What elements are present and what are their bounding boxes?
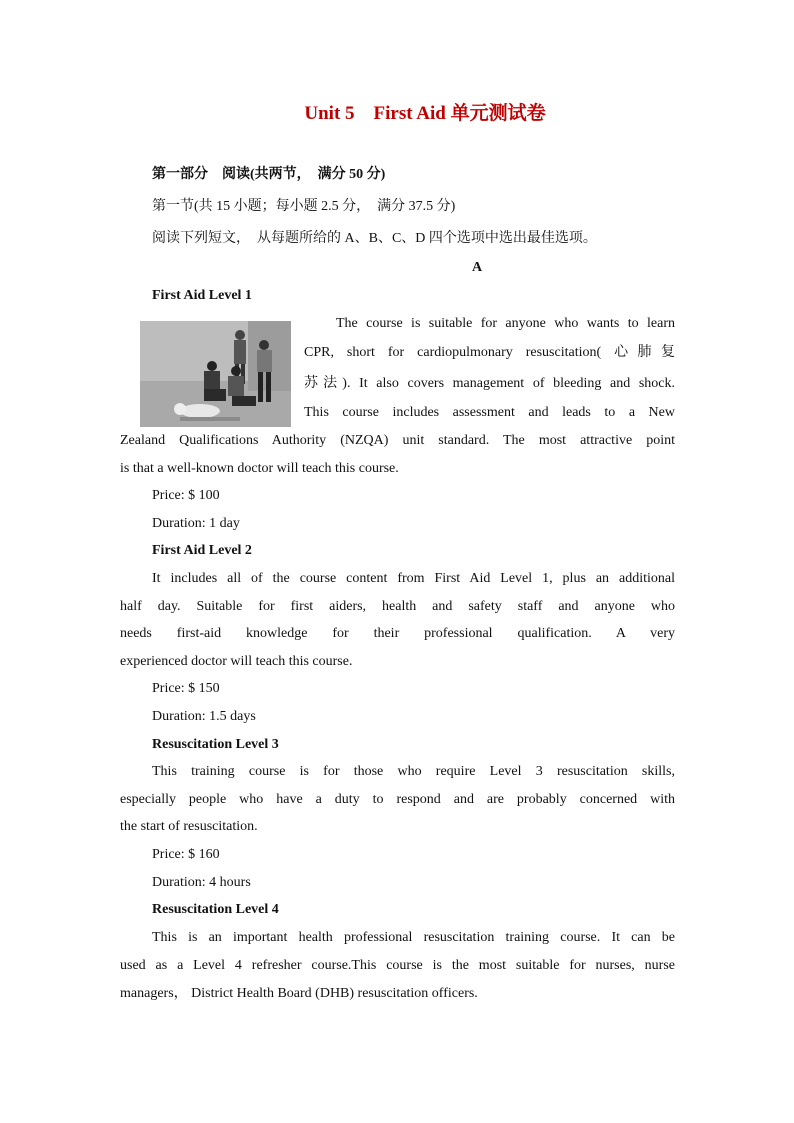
course-heading: Resuscitation Level 4 [152, 902, 279, 917]
instruction-text: 阅读下列短文， 从每题所给的 A、B、C、D 四个选项中选出最佳选项。 [152, 231, 597, 246]
course-text-line: especially people who have a duty to respond and are probably concerned with [120, 792, 675, 807]
page-title: Unit 5 First Aid 单元测试卷 [304, 103, 546, 124]
course-heading: Resuscitation Level 3 [152, 737, 279, 752]
course-text-line: needs first-aid knowledge for their professional qualification. A very [120, 626, 675, 641]
course-text-line: This training course is for those who require Level 3 resuscitation skills, [152, 764, 675, 779]
course-duration: Duration: 1 day [152, 516, 240, 531]
course-duration: Duration: 4 hours [152, 875, 251, 890]
course-price: Price: $ 150 [152, 681, 220, 696]
course-heading: First Aid Level 1 [152, 288, 252, 303]
course-text-line: It includes all of the course content from First Aid Level 1, plus an additional [152, 571, 675, 586]
course-price: Price: $ 100 [152, 488, 220, 503]
part1-heading: 第一部分 阅读(共两节， 满分 50 分) [152, 167, 386, 182]
course-text-line: The course is suitable for anyone who wants to learn [336, 316, 675, 331]
course-price: Price: $ 160 [152, 847, 220, 862]
first-aid-training-photo [140, 321, 291, 427]
course-duration: Duration: 1.5 days [152, 709, 256, 724]
section1-heading: 第一节(共 15 小题；每小题 2.5 分， 满分 37.5 分) [152, 199, 456, 214]
course-text-line: experienced doctor will teach this course. [120, 654, 353, 669]
course-text-line: Zealand Qualifications Authority (NZQA) unit standard. The most attractive point [120, 433, 675, 448]
course-text-line: This is an important health professional resuscitation training course. It can be [152, 930, 675, 945]
course-text-line: used as a Level 4 refresher course.This course is the most suitable for nurses, nurse [120, 958, 675, 973]
course-text-line: CPR, short for cardiopulmonary resuscitation( 心肺复 [304, 345, 675, 360]
course-text-line: half day. Suitable for first aiders, health and safety staff and anyone who [120, 599, 675, 614]
passage-letter: A [471, 260, 483, 275]
course-text-line: 苏法). It also covers management of bleeding and shock. [304, 376, 675, 391]
course-text-line: managers， District Health Board (DHB) resuscitation officers. [120, 986, 478, 1001]
course-text-line: the start of resuscitation. [120, 819, 258, 834]
course-heading: First Aid Level 2 [152, 543, 252, 558]
course-text-line: This course includes assessment and leads to a New [304, 405, 675, 420]
course-text-line: is that a well-known doctor will teach this course. [120, 461, 399, 476]
